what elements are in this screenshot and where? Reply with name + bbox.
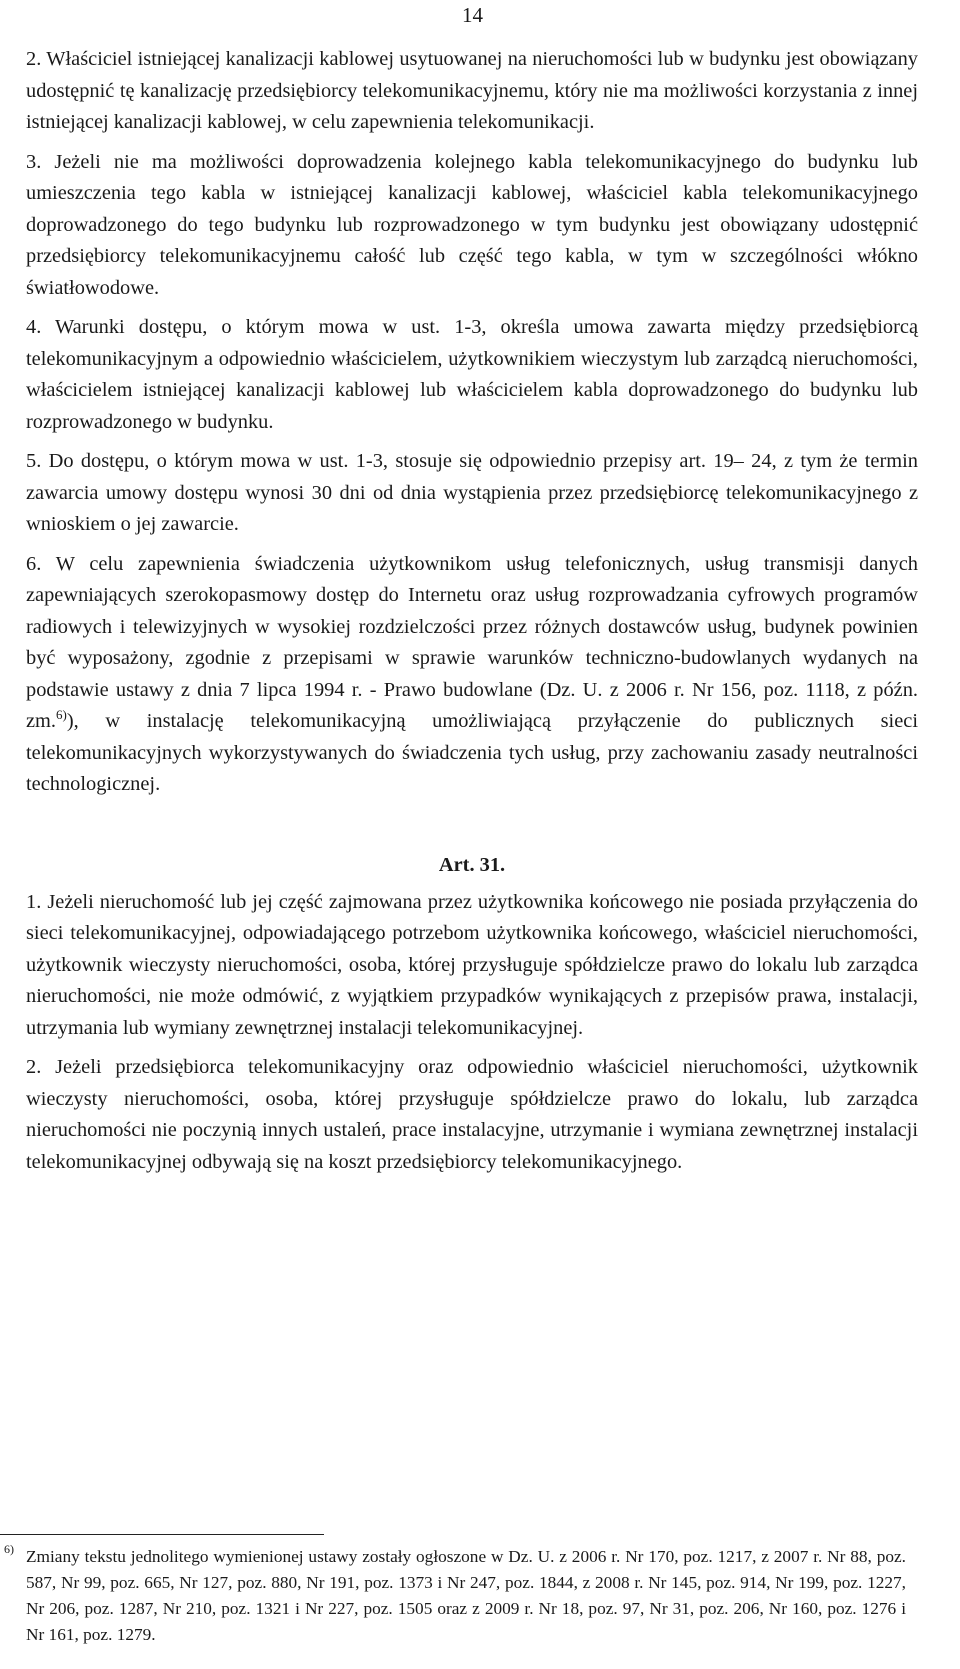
article-paragraph-2 [26, 1052, 918, 1178]
paragraph-3 [26, 147, 918, 305]
paragraph-number: 1. [26, 890, 42, 913]
article-title: Art. 31. [438, 853, 506, 876]
footnote-text: Zmiany tekstu jednolitego wymienionej ustawy zostały ogłoszone w Dz. U. z 2006 r. Nr 170, poz. 1217, z 2007 r. Nr 88, poz. 587, Nr 99, poz. 665, Nr 127, poz. 880, Nr 191, poz. 1373 i Nr 247, poz. 1844, z 2008 r. Nr 145, poz. 914, Nr 199, poz. 1227, Nr 206, poz. 1287, Nr 210, poz. 1321 i Nr 227, poz. 1505 oraz z 2009 r. Nr 18, poz. 97, Nr 31, poz. 206, Nr 160, poz. 1276 i Nr 161, poz. 1279. [26, 1547, 906, 1644]
document-body [26, 44, 918, 1180]
footnote-reference[interactable]: 6) [56, 707, 67, 723]
paragraph-number: 4. [26, 316, 42, 338]
paragraph-number: 2. [26, 1056, 42, 1078]
paragraph-number: 2. [26, 48, 42, 70]
paragraph-text: Warunki dostępu, o którym mowa w ust. 1-3, określa umowa zawarta między przedsiębiorcą telekomunikacyjnym a odpowiednio właścicielem, użytkownikiem wieczystym lub zarządcą nieruchomości, właścicielem istniejącej kanalizacji kablowej lub właścicielem kabla doprowadzonego do budynku lub rozprowadzonego w budynku. [26, 316, 919, 433]
paragraph-4 [26, 312, 918, 438]
paragraph-text: Właściciel istniejącej kanalizacji kablowej usytuowanej na nieruchomości lub w budynku jest obowiązany udostępnić tę kanalizację przedsiębiorcy telekomunikacyjnemu, który nie ma możliwości korzystania z innej istniejącej kanalizacji kablowej, w celu zapewnienia telekomunikacji. [26, 48, 918, 133]
paragraph-text-after-ref: ), w instalację telekomunikacyjną umożliwiającą przyłączenie do publicznych sieci telekomunikacyjnych wykorzystywanych do świadczenia tych usług, przy zachowaniu zasady neutralności technologicznej. [26, 710, 918, 795]
paragraph-number: 3. [26, 150, 42, 173]
paragraph-text-before-ref: W celu zapewnienia świadczenia użytkownikom usług telefonicznych, usług transmisji danych zapewniających szerokopasmowy dostęp do Internetu oraz usług rozprowadzania cyfrowych programów radiowych i telewizyjnych w wysokiej rozdzielczości przez różnych dostawców usług, budynek powinien być wyposażony, zgodnie z przepisami w sprawie warunków techniczno-budowlanych wydanych na podstawie ustawy z dnia 7 lipca 1994 r. - Prawo budowlane (Dz. U. z 2006 r. Nr 156, poz. 1118, z późn. zm. [26, 552, 918, 732]
paragraph-text: Jeżeli przedsiębiorca telekomunikacyjny oraz odpowiednio właściciel nieruchomości, użytkownik wieczysty nieruchomości, osoba, której przysługuje spółdzielcze prawo do lokalu, lub zarządca nieruchomości nie poczynią innych ustaleń, prace instalacyjne, utrzymanie i wymiana zewnętrznej instalacji telekomunikacyjnej odbywają się na koszt przedsiębiorcy telekomunikacyjnego. [26, 1056, 918, 1173]
paragraph-text: Do dostępu, o którym mowa w ust. 1-3, stosuje się odpowiednio przepisy art. 19– 24, z tym że termin zawarcia umowy dostępu wynosi 30 dni od dnia wystąpienia przez przedsiębiorcę telekomunikacyjnego z wnioskiem o jej zawarcie. [26, 450, 918, 535]
paragraph-6 [26, 549, 918, 801]
paragraph-text: Jeżeli nieruchomość lub jej część zajmowana przez użytkownika końcowego nie posiada przyłączenia do sieci telekomunikacyjnej, odpowiadającego potrzebom użytkownika końcowego, właściciel nieruchomości, użytkownik wieczysty nieruchomości, osoba, której przysługuje spółdzielcze prawo do lokalu lub zarządca nieruchomości, nie może odmówić, z wyjątkiem przypadków wynikających z przepisów prawa, instalacji, utrzymania lub wymiany zewnętrznej instalacji telekomunikacyjnej. [26, 890, 918, 1039]
article-paragraph-1 [26, 887, 918, 1045]
footnote-mark: 6) [4, 1542, 14, 1556]
paragraph-number: 6. [26, 552, 42, 575]
footnote-divider [0, 1534, 324, 1535]
paragraph-5 [26, 446, 918, 541]
page-number: 14 [462, 3, 483, 27]
paragraph-number: 5. [26, 450, 42, 472]
footnote [0, 1544, 906, 1648]
paragraph-2 [26, 44, 918, 139]
paragraph-text: Jeżeli nie ma możliwości doprowadzenia kolejnego kabla telekomunikacyjnego do budynku lub umieszczenia tego kabla w istniejącej kanalizacji kablowej, właściciel kabla telekomunikacyjnego doprowadzonego do tego budynku lub rozprowadzonego w tym budynku jest obowiązany udostępnić przedsiębiorcy telekomunikacyjnemu całość lub część tego kabla, w tym w szczególności włókno światłowodowe. [26, 150, 918, 299]
